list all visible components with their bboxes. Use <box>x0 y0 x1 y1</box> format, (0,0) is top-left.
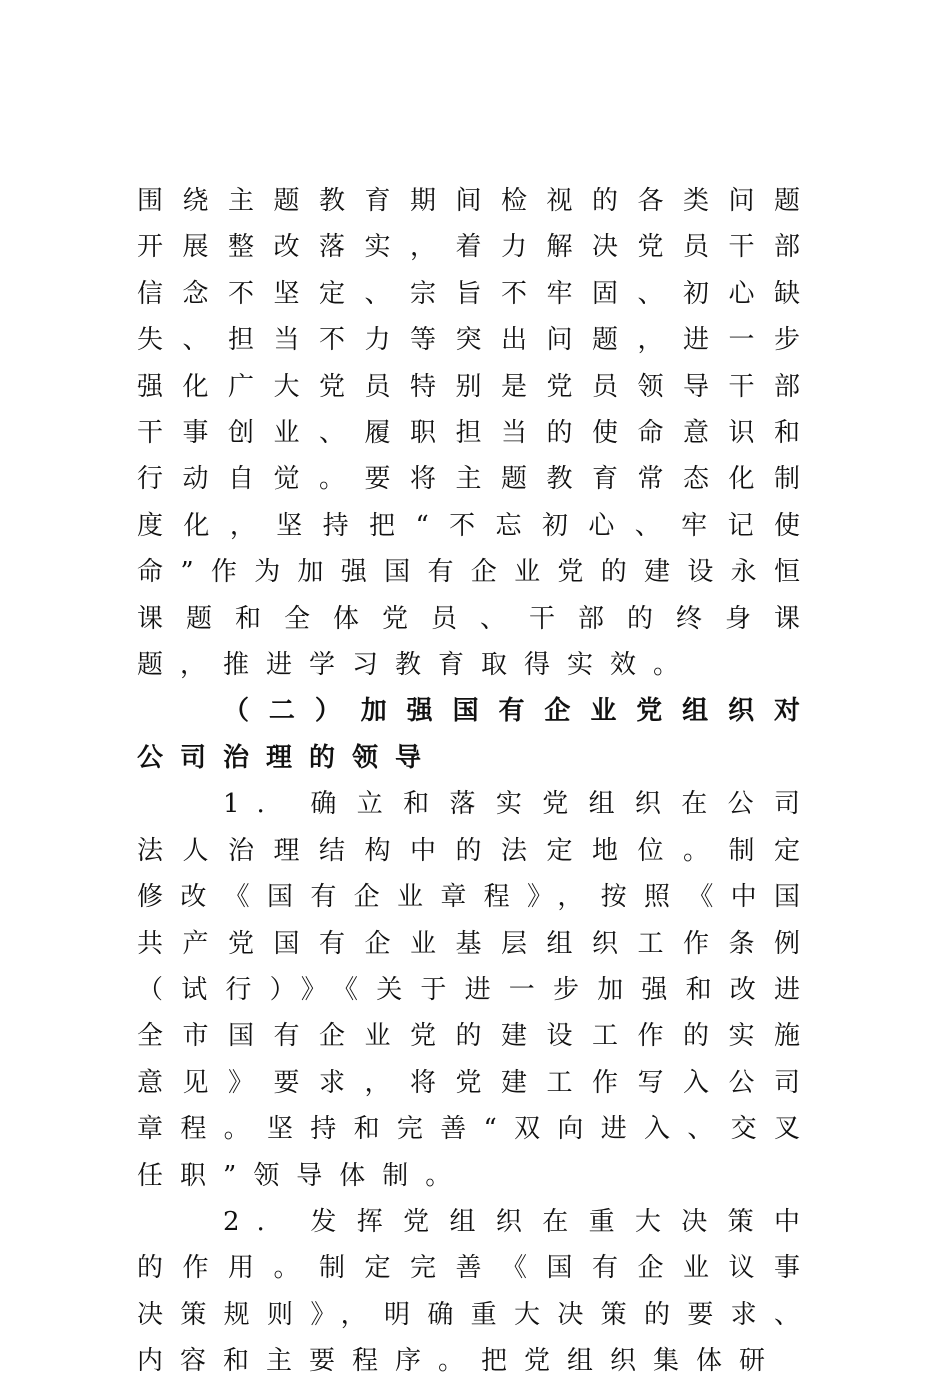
numbered-paragraph-2: 2. 发挥党组织在重大决策中的作用。制定完善《国有企业议事决策规则》，明确重大决策的要求、内容和主要程序。把党组织集体研 <box>137 1206 817 1377</box>
section-heading: （二）加强国有企业党组织对公司治理的领导 <box>137 696 817 773</box>
body-paragraph-intro: 围绕主题教育期间检视的各类问题开展整改落实，着力解决党员干部信念不坚定、宗旨不牢固、初心缺失、担当不力等突出问题，进一步强化广大党员特别是党员领导干部干事创业、履职担当的使命意识和行动自觉。要将主题教育常态化制度化，坚持把“不忘初心、牢记使命”作为加强国有企业党的建设永恒课题和全体党员、干部的终身课题，推进学习教育取得实效。 <box>137 186 817 681</box>
document-body <box>137 178 817 1385</box>
numbered-paragraph-1: 1. 确立和落实党组织在公司法人治理结构中的法定地位。制定修改《国有企业章程》，按照《中国共产党国有企业基层组织工作条例（试行）》《关于进一步加强和改进全市国有企业党的建设工作的实施意见》要求，将党建工作写入公司章程。坚持和完善“双向进入、交叉任职”领导体制。 <box>137 789 817 1191</box>
